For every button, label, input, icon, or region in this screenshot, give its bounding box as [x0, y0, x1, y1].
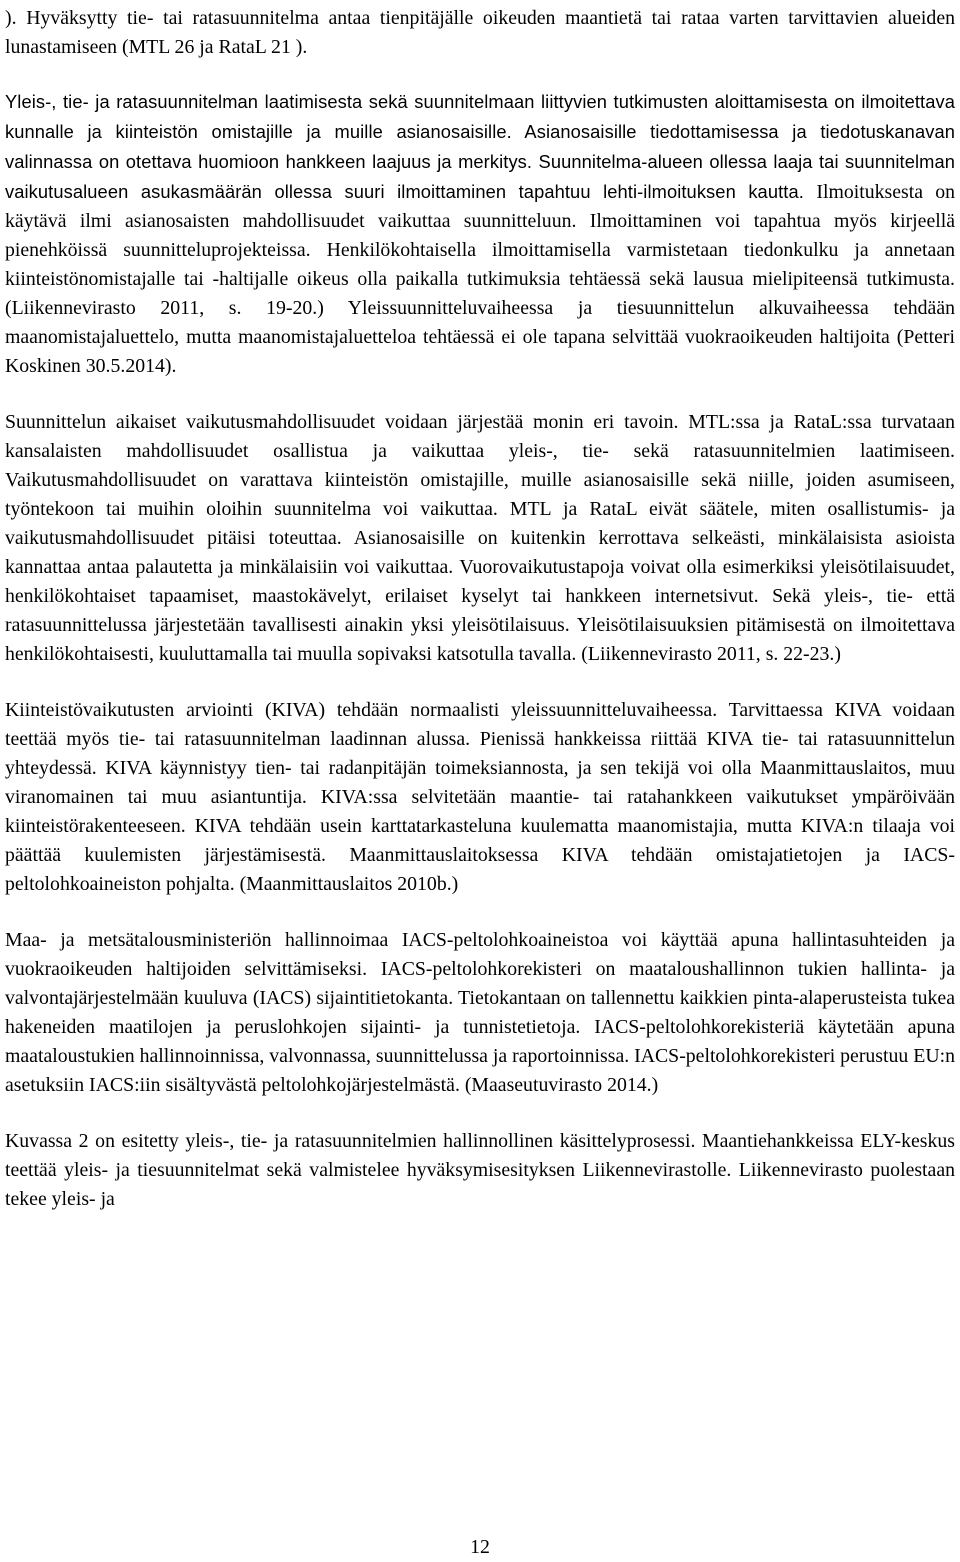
paragraph-text: Ilmoituksesta on käytävä ilmi asianosaisten mahdollisuudet vaikuttaa suunnitteluun. Ilmoittaminen voi tapahtua myös kirjeellä pienehköissä suunnitteluprojekteissa. Henkilökohtaisella ilmoittamisella varmistetaan tiedonkulku ja annetaan kiinteistönomistajalle tai -haltijalle oikeus olla paikalla tutkimuksia tehtäessä sekä lausua mielipiteensä tutkimusta. (Liikennevirasto 2011, s. 19-20.) Yleissuunnitteluvaiheessa ja tiesuunnittelun alkuvaiheessa tehdään maanomistajaluettelo, mutta maanomistajaluetteloa tehtäessä ei ole tapana selvittää vuokraoikeuden haltijoita (Petteri Koskinen 30.5.2014).	[5, 181, 956, 377]
paragraph-text: Suunnittelun aikaiset vaikutusmahdollisuudet voidaan järjestää monin eri tavoin. MTL:ssa ja RataL:ssa turvataan kansalaisten mahdollisuudet osallistua ja vaikuttaa yleis-, tie- sekä ratasuunnitelmien laatimiseen. Vaikutusmahdollisuudet on varattava kiinteistön omistajille, muille asianosaisille sekä niille, joiden asumiseen, työntekoon tai muihin oloihin suunnitelma voi vaikuttaa. MTL ja RataL eivät säätele, miten osallistumis- ja vaikutusmahdollisuudet pitäisi toteuttaa. Asianosaisille on kuitenkin kerrottava selkeästi, minkälaisista asioista kannattaa antaa palautetta ja minkälaisiin voi vaikuttaa. Vuorovaikutustapoja voivat olla esimerkiksi yleisötilaisuudet, henkilökohtaiset tapaamiset, maastokävelyt, erilaiset kyselyt tai hankkeen internetsivut. Sekä yleis-, tie- että ratasuunnittelussa järjestetään tavallisesti ainakin yksi yleisötilaisuus. Yleisötilaisuuksien pitämisestä on ilmoitettava henkilökohtaisesti, kuuluttamalla tai muulla sopivaksi katsotulla tavalla. (Liikennevirasto 2011, s. 22-23.)	[5, 411, 955, 665]
paragraph	[5, 4, 955, 62]
paragraph-text: ). Hyväksytty tie- tai ratasuunnitelma antaa tienpitäjälle oikeuden maantietä tai rataa varten tarvittavien alueiden lunastamiseen (MTL 26 ja RataL 21 ).	[5, 7, 955, 58]
document-page	[5, 4, 955, 1241]
paragraph	[5, 696, 955, 899]
page-number: 12	[470, 1536, 490, 1558]
paragraph	[5, 87, 955, 381]
paragraph-text: Yleis-, tie- ja ratasuunnitelman laatimisesta sekä suunnitelmaan liittyvien tutkimusten aloittamisesta on ilmoitettava kunnalle ja kiinteistön omistajille ja muille asianosaisille. Asianosaisille tiedottamisessa ja tiedotuskanavan valinnassa on otettava huomioon hankkeen laajuus ja merkitys. Suunnitelma-alueen ollessa laaja tai suunnitelman vaikutusalueen asukasmäärän ollessa suuri ilmoittaminen tapahtuu lehti-ilmoituksen kautta.	[5, 91, 955, 202]
paragraph-text: Kiinteistövaikutusten arviointi (KIVA) tehdään normaalisti yleissuunnitteluvaiheessa. Tarvittaessa KIVA voidaan teettää myös tie- tai ratasuunnitelman laadinnan alussa. Pienissä hankkeissa riittää KIVA tie- tai ratasuunnittelun yhteydessä. KIVA käynnistyy tien- tai radanpitäjän toimeksiannosta, ja sen tekijä voi olla Maanmittauslaitos, muu viranomainen tai muu asiantuntija. KIVA:ssa selvitetään maantie- tai ratahankkeen vaikutukset ympäröivään kiinteistörakenteeseen. KIVA tehdään usein karttatarkasteluna kuulematta maanomistajia, mutta KIVA:n tilaaja voi päättää kuulemisten järjestämisestä. Maanmittauslaitoksessa KIVA tehdään omistajatietojen ja IACS-peltolohkoaineiston pohjalta. (Maanmittauslaitos 2010b.)	[5, 699, 955, 895]
paragraph-text: Kuvassa 2 on esitetty yleis-, tie- ja ratasuunnitelmien hallinnollinen käsittelyprosessi. Maantiehankkeissa ELY-keskus teettää yleis- ja tiesuunnitelmat sekä valmistelee hyväksymisesityksen Liikennevirastolle. Liikennevirasto puolestaan tekee yleis- ja	[5, 1130, 955, 1210]
paragraph-text: Maa- ja metsätalousministeriön hallinnoimaa IACS-peltolohkoaineistoa voi käyttää apuna hallintasuhteiden ja vuokraoikeuden haltijoiden selvittämiseksi. IACS-peltolohkorekisteri on maataloushallinnon tukien hallinta- ja valvontajärjestelmään kuuluva (IACS) sijaintitietokanta. Tietokantaan on tallennettu kaikkien pinta-alaperusteista tukea hakeneiden maatilojen ja peruslohkojen sijainti- ja tunnistetietoja. IACS-peltolohkorekisteriä käytetään apuna maataloustukien hallinnoinnissa, valvonnassa, suunnittelussa ja raportoinnissa. IACS-peltolohkorekisteri perustuu EU:n asetuksiin IACS:iin sisältyvästä peltolohkojärjestelmästä. (Maaseutuvirasto 2014.)	[5, 929, 955, 1096]
paragraph	[5, 1127, 955, 1214]
paragraph	[5, 408, 955, 669]
paragraph	[5, 926, 955, 1100]
